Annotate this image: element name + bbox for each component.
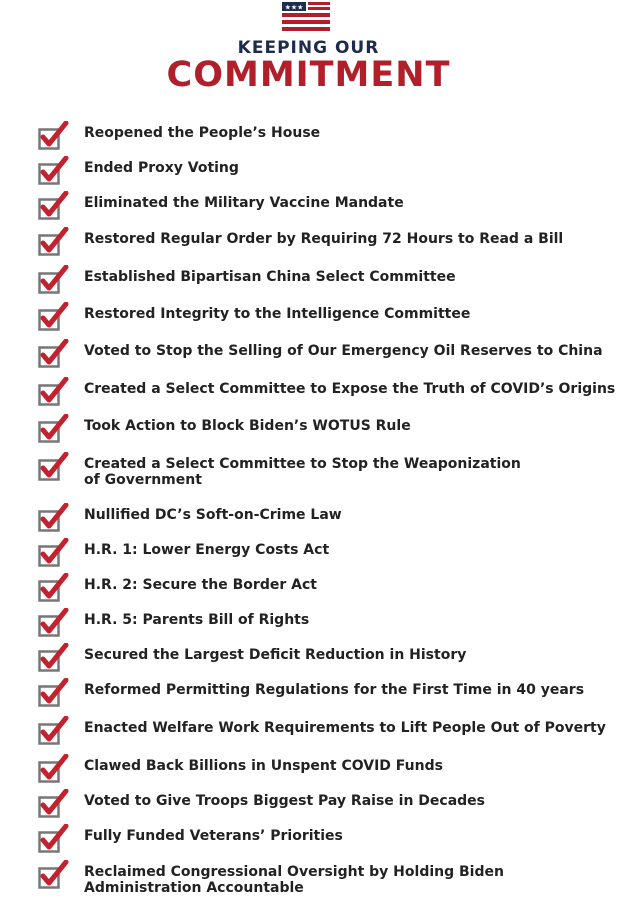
list-item-text: Voted to Give Troops Biggest Pay Raise in Decades bbox=[84, 793, 486, 809]
list-item-text: Clawed Back Billions in Unspent COVID Funds bbox=[84, 758, 443, 774]
checkbox-checked-icon bbox=[38, 156, 70, 186]
checkbox-checked-icon bbox=[38, 191, 70, 221]
checkbox-checked-icon bbox=[38, 716, 70, 746]
checkbox-checked-icon bbox=[38, 643, 70, 673]
header-kicker: KEEPING OUR bbox=[237, 38, 380, 58]
list-item-text: Took Action to Block Biden’s WOTUS Rule bbox=[84, 418, 411, 434]
list-item-text: Restored Integrity to the Intelligence Committee bbox=[84, 306, 471, 322]
svg-text:★★★: ★★★ bbox=[284, 3, 304, 12]
checkbox-checked-icon bbox=[38, 538, 70, 568]
list-item-text: Enacted Welfare Work Requirements to Lift People Out of Poverty bbox=[84, 720, 606, 736]
list-item-text: Eliminated the Military Vaccine Mandate bbox=[84, 195, 404, 211]
list-item-text: H.R. 1: Lower Energy Costs Act bbox=[84, 542, 330, 558]
list-item-text: Voted to Stop the Selling of Our Emergency Oil Reserves to China bbox=[84, 343, 603, 359]
list-item-text: Established Bipartisan China Select Committee bbox=[84, 269, 456, 285]
checkbox-checked-icon bbox=[38, 824, 70, 854]
checkbox-checked-icon bbox=[38, 339, 70, 369]
list-item-text: Reformed Permitting Regulations for the First Time in 40 years bbox=[84, 682, 585, 698]
list-item-text: Ended Proxy Voting bbox=[84, 160, 239, 176]
checkbox-checked-icon bbox=[38, 452, 70, 482]
checkbox-checked-icon bbox=[38, 302, 70, 332]
checkbox-checked-icon bbox=[38, 121, 70, 151]
list-item-text: Reclaimed Congressional Oversight by Holding Biden Administration Accountable bbox=[84, 864, 504, 896]
list-item-text: Fully Funded Veterans’ Priorities bbox=[84, 828, 343, 844]
list-item-text: Created a Select Committee to Stop the Weaponization of Government bbox=[84, 456, 521, 488]
checkbox-checked-icon bbox=[38, 227, 70, 257]
checkbox-checked-icon bbox=[38, 265, 70, 295]
checkbox-checked-icon bbox=[38, 377, 70, 407]
checkbox-checked-icon bbox=[38, 503, 70, 533]
checkbox-checked-icon bbox=[38, 608, 70, 638]
list-item-text: Restored Regular Order by Requiring 72 Hours to Read a Bill bbox=[84, 231, 564, 247]
checkbox-checked-icon bbox=[38, 860, 70, 890]
checkbox-checked-icon bbox=[38, 573, 70, 603]
header-title: COMMITMENT bbox=[166, 55, 451, 95]
checkbox-checked-icon bbox=[38, 414, 70, 444]
checkbox-checked-icon bbox=[38, 678, 70, 708]
checkbox-checked-icon bbox=[38, 754, 70, 784]
list-item-text: Created a Select Committee to Expose the Truth of COVID’s Origins bbox=[84, 381, 616, 397]
list-item-text: H.R. 2: Secure the Border Act bbox=[84, 577, 317, 593]
flag-logo-icon bbox=[282, 2, 330, 36]
list-item-text: Reopened the People’s House bbox=[84, 125, 321, 141]
checkbox-checked-icon bbox=[38, 789, 70, 819]
list-item-text: Secured the Largest Deficit Reduction in History bbox=[84, 647, 467, 663]
list-item-text: Nullified DC’s Soft-on-Crime Law bbox=[84, 507, 342, 523]
list-item-text: H.R. 5: Parents Bill of Rights bbox=[84, 612, 310, 628]
